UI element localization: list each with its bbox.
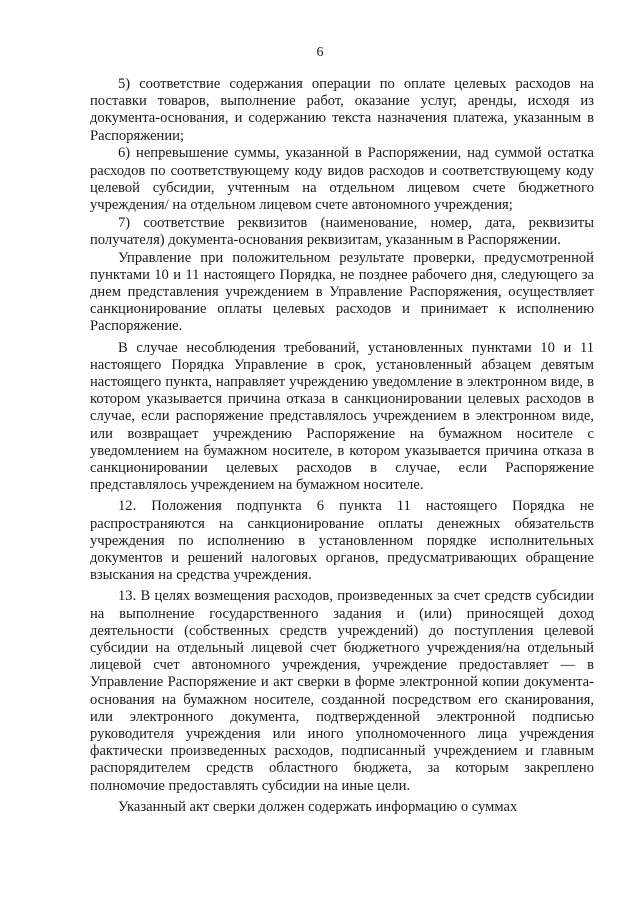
paragraph-item-6: 6) непревышение суммы, указанной в Распоряжении, над суммой остатка расходов по соответствующему коду видов расходов и соответствующему коду целевой субсидии, учтенным на отдельном лицевом счете бюджетного учреждения/ на отдельном лицевом счете автономного учреждения; [90,145,594,213]
paragraph-authorization: Управление при положительном результате проверки, предусмотренной пунктами 10 и 11 настоящего Порядка, не позднее рабочего дня, следующего за днем представления учреждением в Управление Распоряжения, осуществляет санкционирование оплаты целевых расходов и принимает к исполнению Распоряжение. [90,249,594,335]
paragraph-item-5: 5) соответствие содержания операции по оплате целевых расходов на поставки товаров, выполнение работ, оказание услуг, аренды, исходя из документа-основания, и содержанию текста назначения платежа, указанным в Распоряжении; [90,76,594,144]
paragraph-item-7: 7) соответствие реквизитов (наименование, номер, дата, реквизиты получателя) документа-основания реквизитам, указанным в Распоряжении. [90,214,594,248]
document-body [90,76,594,816]
paragraph-clause-12: 12. Положения подпункта 6 пункта 11 настоящего Порядка не распространяются на санкционирование оплаты денежных обязательств учреждения по исполнению в установленном порядке исполнительных документов и решений налоговых органов, предусматривающих обращение взыскания на средства учреждения. [90,498,594,584]
paragraph-clause-13: 13. В целях возмещения расходов, произведенных за счет средств субсидии на выполнение государственного задания и (или) приносящей доход деятельности (собственных средств учреждений) до поступления целевой субсидии на отдельный лицевой счет бюджетного учреждения/на отдельный лицевой счет автономного учреждения, учреждение предоставляет — в Управление Распоряжение и акт сверки в форме электронной копии документа-основания на бумажном носителе, созданной посредством его сканирования, или электронного документа, подтвержденной электронной подписью руководителя учреждения или иного уполномоченного лица учреждения фактически произведенных расходов, подписанный учреждением и главным распорядителем средств областного бюджета, за которым закреплено полномочие предоставлять субсидии на иные цели. [90,588,594,794]
paragraph-reconciliation-act: Указанный акт сверки должен содержать информацию о суммах [118,798,518,815]
paragraph-refusal: В случае несоблюдения требований, установленных пунктами 10 и 11 настоящего Порядка Управление в срок, установленный абзацем девятым настоящего пункта, направляет учреждению уведомление в электронном виде, в котором указывается причина отказа в санкционировании целевых расходов в случае, если распоряжение представлялось учреждением в электронном виде, или возвращает учреждению Распоряжение на бумажном носителе с уведомлением на бумажном носителе, в котором указывается причина отказа в санкционировании целевых расходов в случае, если Распоряжение представлялось учреждением на бумажном носителе. [90,339,594,494]
page-number: 6 [316,45,324,60]
